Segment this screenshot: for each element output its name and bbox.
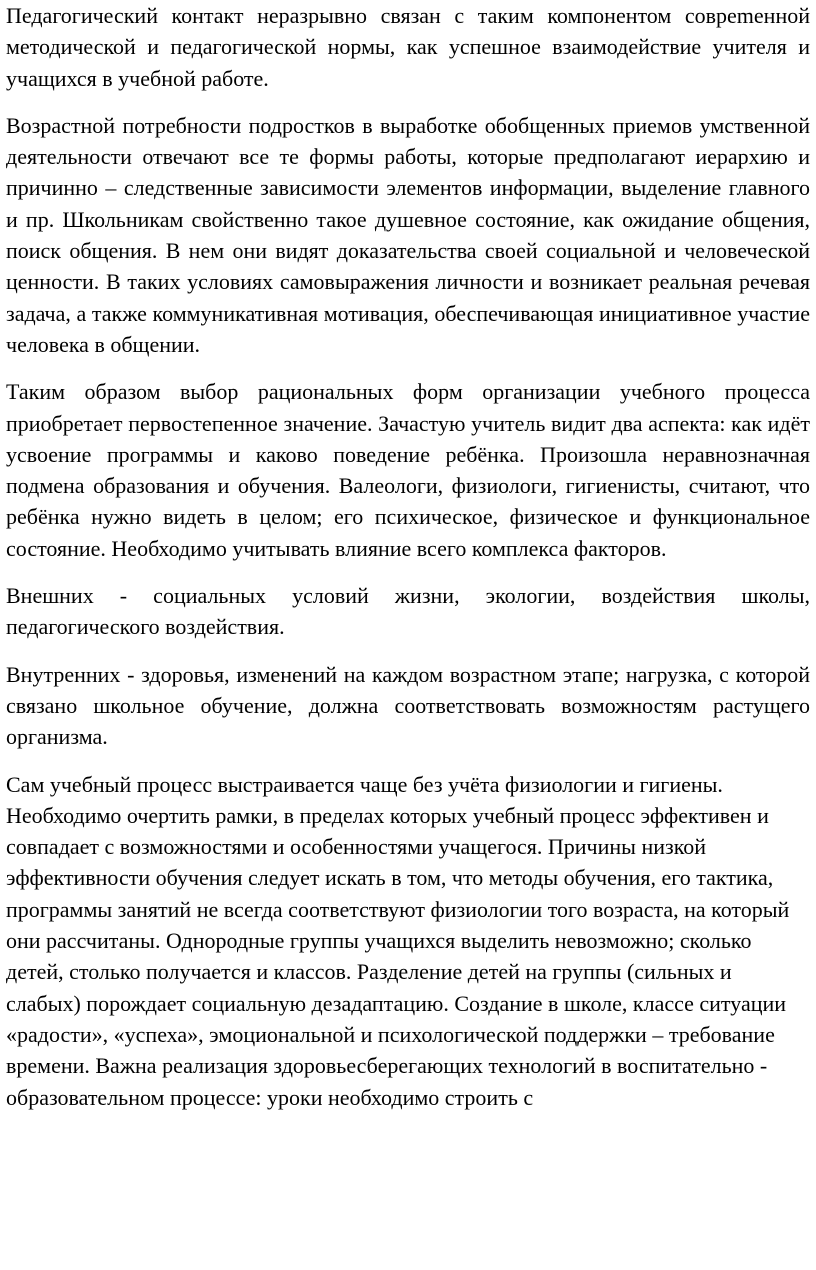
paragraph-pedagogical-contact: Педагогический контакт неразрывно связан с таким компонентом совреmенной методической и педагогической нормы, как успешное взаимодействие учителя и учащихся в учебной работе. [6,3,810,91]
paragraph-external-factors: Внешних - социальных условий жизни, экологии, воздействия школы, педагогического воздействия. [6,583,810,640]
paragraph-rational-forms: Таким образом выбор рациональных форм организации учебного процесса приобретает первостепенное значение. Зачастую учитель видит два аспекта: как идёт усвоение программы и каково поведение ребёнка. Произошла неравнозначная подмена образования и обучения. Валеологи, физиологи, гигиенисты, считают, что ребёнка нужно видеть в целом; его психическое, физическое и функциональное состояние. Необходимо учитывать влияние всего комплекса факторов. [6,379,810,561]
paragraph-internal-factors: Внутренних - здоровья, изменений на каждом возрастном этапе; нагрузка, с которой связано школьное обучение, должна соответствовать возможностям растущего организма. [6,661,810,750]
paragraph-age-needs: Возрастной потребности подростков в выработке обобщенных приемов умственной деятельности отвечают все те формы работы, которые предполагают иерархию и причинно – следственные зависимости элементов информации, выделение главного и пр. Школьникам свойственно такое душевное состояние, как ожидание общения, поиск общения. В нем они видят доказательства своей социальной и человеческой ценности. В таких условиях самовыражения личности и возникает реальная речевая задача, а также коммуникативная мотивация, обеспечивающая инициативное участие человека в общении. [6,112,810,357]
paragraph-learning-process: Сам учебный процесс выстраивается чаще без учёта физиологии и гигиены. Необходимо очертить рамки, в пределах которых учебный процесс эффективен и совпадает с возможностями и особенностями учащегося. Причины низкой эффективности обучения следует искать в том, что методы обучения, его тактика, программы занятий не всегда соответствуют физиологии того возраста, на который они рассчитаны. Однородные группы учащихся выделить невозможно; сколько детей, столько получается и классов. Разделение детей на группы (сильных и слабых) порождает социальную дезадаптацию. Создание в школе, классе ситуации «радости», «успеха», эмоциональной и психологической поддержки – требование времени. Важна реализация здоровьесберегающих технологий в воспитательно - образовательном процессе: уроки необходимо строить с [6,771,790,1110]
